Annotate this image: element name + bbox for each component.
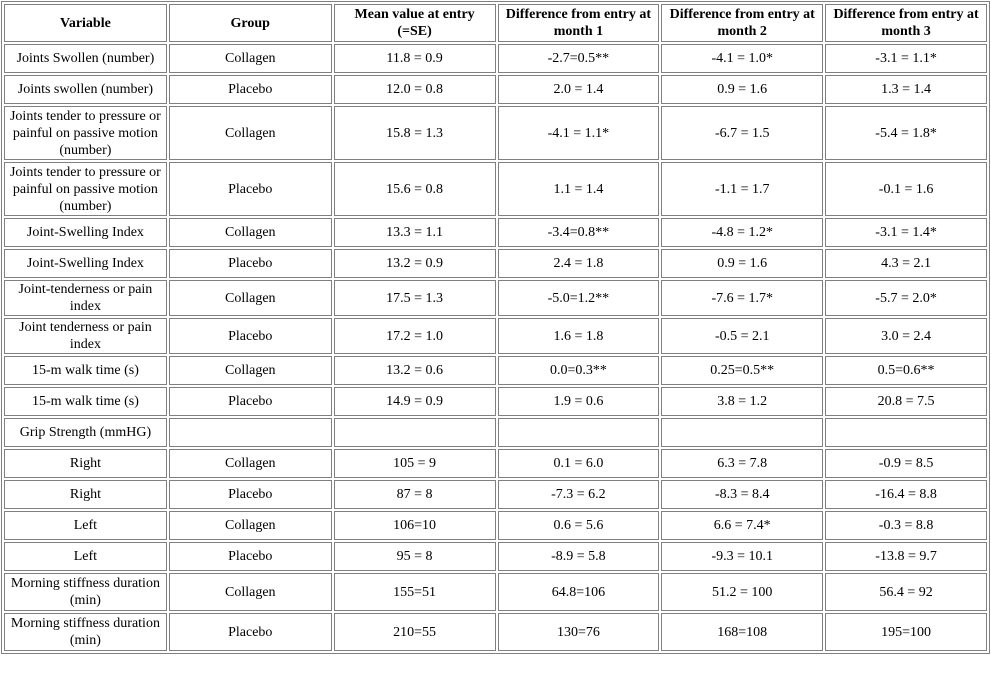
cell-month-1: -8.9 = 5.8 bbox=[498, 542, 660, 571]
cell-month-3: -0.9 = 8.5 bbox=[825, 449, 987, 478]
cell-month-1: -3.4=0.8** bbox=[498, 218, 660, 247]
cell-month-2: 0.25=0.5** bbox=[661, 356, 823, 385]
cell-group: Placebo bbox=[169, 542, 332, 571]
cell-month-2: 51.2 = 100 bbox=[661, 573, 823, 611]
cell-month-2: -7.6 = 1.7* bbox=[661, 280, 823, 316]
results-table bbox=[1, 1, 990, 654]
table-row-section bbox=[4, 418, 987, 447]
cell-variable: Joints swollen (number) bbox=[4, 75, 167, 104]
cell-month-1: -5.0=1.2** bbox=[498, 280, 660, 316]
cell-variable: Left bbox=[4, 511, 167, 540]
cell-variable: 15-m walk time (s) bbox=[4, 387, 167, 416]
cell-month-1: -7.3 = 6.2 bbox=[498, 480, 660, 509]
cell-month-3 bbox=[825, 418, 987, 447]
cell-variable: Joints tender to pressure or painful on passive motion (number) bbox=[4, 162, 167, 216]
table-row bbox=[4, 280, 987, 316]
cell-month-3: -0.1 = 1.6 bbox=[825, 162, 987, 216]
cell-month-3: -5.7 = 2.0* bbox=[825, 280, 987, 316]
cell-month-2: -6.7 = 1.5 bbox=[661, 106, 823, 160]
cell-mean: 11.8 = 0.9 bbox=[334, 44, 496, 73]
table-header-row bbox=[4, 4, 987, 42]
cell-month-2: -4.1 = 1.0* bbox=[661, 44, 823, 73]
table-row bbox=[4, 106, 987, 160]
table-row bbox=[4, 162, 987, 216]
cell-group: Collagen bbox=[169, 280, 332, 316]
cell-group: Placebo bbox=[169, 75, 332, 104]
cell-month-1 bbox=[498, 418, 660, 447]
cell-month-3: 1.3 = 1.4 bbox=[825, 75, 987, 104]
cell-group: Collagen bbox=[169, 44, 332, 73]
cell-variable: Grip Strength (mmHG) bbox=[4, 418, 167, 447]
cell-month-2: 6.6 = 7.4* bbox=[661, 511, 823, 540]
cell-mean: 15.8 = 1.3 bbox=[334, 106, 496, 160]
table-row bbox=[4, 511, 987, 540]
cell-variable: Right bbox=[4, 480, 167, 509]
cell-variable: Left bbox=[4, 542, 167, 571]
header-diff-month-3: Difference from entry at month 3 bbox=[825, 4, 987, 42]
cell-mean: 13.2 = 0.9 bbox=[334, 249, 496, 278]
table-row bbox=[4, 613, 987, 651]
cell-group: Collagen bbox=[169, 511, 332, 540]
cell-month-1: 1.9 = 0.6 bbox=[498, 387, 660, 416]
cell-month-2: 6.3 = 7.8 bbox=[661, 449, 823, 478]
cell-mean: 87 = 8 bbox=[334, 480, 496, 509]
table-row bbox=[4, 44, 987, 73]
cell-mean: 14.9 = 0.9 bbox=[334, 387, 496, 416]
cell-month-3: -16.4 = 8.8 bbox=[825, 480, 987, 509]
cell-group: Collagen bbox=[169, 449, 332, 478]
cell-month-1: 1.1 = 1.4 bbox=[498, 162, 660, 216]
cell-variable: Joint-Swelling Index bbox=[4, 249, 167, 278]
cell-mean: 210=55 bbox=[334, 613, 496, 651]
table-row bbox=[4, 356, 987, 385]
cell-month-3: -13.8 = 9.7 bbox=[825, 542, 987, 571]
cell-variable: Joints tender to pressure or painful on passive motion (number) bbox=[4, 106, 167, 160]
cell-mean: 15.6 = 0.8 bbox=[334, 162, 496, 216]
cell-variable: Right bbox=[4, 449, 167, 478]
cell-month-2: 0.9 = 1.6 bbox=[661, 249, 823, 278]
cell-mean: 13.3 = 1.1 bbox=[334, 218, 496, 247]
cell-month-1: -2.7=0.5** bbox=[498, 44, 660, 73]
cell-variable: Joints Swollen (number) bbox=[4, 44, 167, 73]
header-diff-month-2: Difference from entry at month 2 bbox=[661, 4, 823, 42]
header-group: Group bbox=[169, 4, 332, 42]
cell-group: Collagen bbox=[169, 573, 332, 611]
cell-month-1: 0.0=0.3** bbox=[498, 356, 660, 385]
cell-group: Collagen bbox=[169, 356, 332, 385]
cell-month-2: -1.1 = 1.7 bbox=[661, 162, 823, 216]
cell-variable: Joint tenderness or pain index bbox=[4, 318, 167, 354]
cell-month-3: 56.4 = 92 bbox=[825, 573, 987, 611]
cell-group: Placebo bbox=[169, 249, 332, 278]
cell-mean bbox=[334, 418, 496, 447]
cell-month-1: -4.1 = 1.1* bbox=[498, 106, 660, 160]
cell-month-1: 130=76 bbox=[498, 613, 660, 651]
cell-month-1: 0.1 = 6.0 bbox=[498, 449, 660, 478]
cell-month-3: 20.8 = 7.5 bbox=[825, 387, 987, 416]
cell-variable: Morning stiffness duration (min) bbox=[4, 613, 167, 651]
cell-group: Placebo bbox=[169, 318, 332, 354]
cell-group: Placebo bbox=[169, 162, 332, 216]
header-variable: Variable bbox=[4, 4, 167, 42]
cell-group: Collagen bbox=[169, 218, 332, 247]
table-row bbox=[4, 75, 987, 104]
cell-group: Collagen bbox=[169, 106, 332, 160]
header-diff-month-1: Difference from entry at month 1 bbox=[498, 4, 660, 42]
cell-mean: 106=10 bbox=[334, 511, 496, 540]
cell-month-3: -5.4 = 1.8* bbox=[825, 106, 987, 160]
cell-group: Placebo bbox=[169, 387, 332, 416]
cell-group: Placebo bbox=[169, 613, 332, 651]
results-table-container bbox=[1, 1, 990, 654]
cell-month-1: 2.0 = 1.4 bbox=[498, 75, 660, 104]
cell-month-1: 0.6 = 5.6 bbox=[498, 511, 660, 540]
cell-mean: 13.2 = 0.6 bbox=[334, 356, 496, 385]
cell-month-2: 0.9 = 1.6 bbox=[661, 75, 823, 104]
cell-variable: 15-m walk time (s) bbox=[4, 356, 167, 385]
header-mean-at-entry: Mean value at entry (=SE) bbox=[334, 4, 496, 42]
cell-variable: Joint-Swelling Index bbox=[4, 218, 167, 247]
table-row bbox=[4, 387, 987, 416]
table-row bbox=[4, 449, 987, 478]
cell-month-2: -9.3 = 10.1 bbox=[661, 542, 823, 571]
cell-variable: Morning stiffness duration (min) bbox=[4, 573, 167, 611]
cell-month-3: -3.1 = 1.4* bbox=[825, 218, 987, 247]
cell-month-3: 195=100 bbox=[825, 613, 987, 651]
cell-month-2: -8.3 = 8.4 bbox=[661, 480, 823, 509]
table-row bbox=[4, 218, 987, 247]
cell-month-2: 168=108 bbox=[661, 613, 823, 651]
cell-mean: 17.5 = 1.3 bbox=[334, 280, 496, 316]
cell-month-3: -3.1 = 1.1* bbox=[825, 44, 987, 73]
cell-mean: 17.2 = 1.0 bbox=[334, 318, 496, 354]
table-row bbox=[4, 249, 987, 278]
cell-month-2: -4.8 = 1.2* bbox=[661, 218, 823, 247]
table-row bbox=[4, 318, 987, 354]
cell-month-3: -0.3 = 8.8 bbox=[825, 511, 987, 540]
cell-month-2 bbox=[661, 418, 823, 447]
cell-mean: 12.0 = 0.8 bbox=[334, 75, 496, 104]
cell-month-1: 64.8=106 bbox=[498, 573, 660, 611]
cell-mean: 95 = 8 bbox=[334, 542, 496, 571]
cell-month-3: 3.0 = 2.4 bbox=[825, 318, 987, 354]
table-row bbox=[4, 573, 987, 611]
cell-month-2: -0.5 = 2.1 bbox=[661, 318, 823, 354]
cell-month-1: 2.4 = 1.8 bbox=[498, 249, 660, 278]
cell-mean: 155=51 bbox=[334, 573, 496, 611]
cell-variable: Joint-tenderness or pain index bbox=[4, 280, 167, 316]
cell-month-1: 1.6 = 1.8 bbox=[498, 318, 660, 354]
cell-group bbox=[169, 418, 332, 447]
cell-month-2: 3.8 = 1.2 bbox=[661, 387, 823, 416]
table-row bbox=[4, 480, 987, 509]
table-row bbox=[4, 542, 987, 571]
cell-mean: 105 = 9 bbox=[334, 449, 496, 478]
cell-group: Placebo bbox=[169, 480, 332, 509]
cell-month-3: 4.3 = 2.1 bbox=[825, 249, 987, 278]
cell-month-3: 0.5=0.6** bbox=[825, 356, 987, 385]
